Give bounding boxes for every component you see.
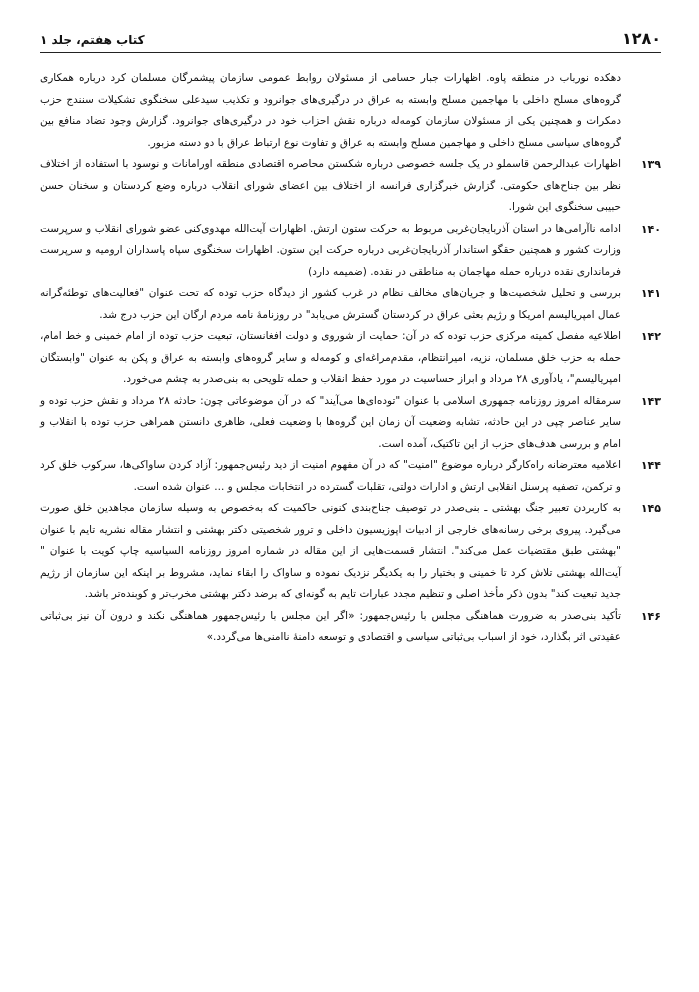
book-title: کتاب هفتم، جلد ۱ (40, 33, 145, 47)
entry-140 (40, 219, 661, 284)
entry-number: ۱۴۲ (640, 330, 661, 343)
entry-number: ۱۴۴ (640, 459, 661, 472)
entry-142 (40, 326, 661, 391)
entry-number: ۱۴۰ (640, 222, 661, 236)
entry-text: اظهارات عبدالرحمن قاسملو در یک جلسه خصوصی درباره شکستن محاصره اقتصادی منطقه اورامانات و نوسود با استفاده از اختلاف نظر بین جناح‌های حکومتی. گزارش خبرگزاری فرانسه از اختلاف بین اعضای شورای انقلاب درباره وضع کردستان و سخنان حسن حبیبی سخنگوی این شورا. (40, 158, 621, 213)
page-number: ۱۲۸۰ (621, 29, 661, 48)
entry-143 (40, 391, 661, 456)
intro-paragraph: دهکده نورباب در منطقه پاوه. اظهارات جبار حسامی از مسئولان روابط عمومی سازمان پیشمرگان مسلمان کرد درباره همکاری گروه‌های مسلح داخلی با مهاجمین مسلح وابسته به عراق در درگیری‌های جوانرود و تکذیب سیدعلی سخنگوی تشکیلات سنندج حزب دمکرات و همچنین یکی از مسئولان سازمان کومه‌له درباره نقش احزاب خود در درگیری‌های جوانرود. گزارش وجود تضاد منافع بین گروه‌های سیاسی مسلح داخلی و مهاجمین مسلح وابسته به عراق و تفاوت نوع ارتباط عراق با دو دسته مزبور. (40, 72, 621, 149)
entry-145 (40, 498, 661, 606)
page-content (40, 68, 661, 649)
page-header (40, 22, 661, 53)
entry-number: ۱۴۳ (640, 394, 661, 408)
entry-text: اعلامیه معترضانه راه‌کارگر درباره موضوع "امنیت" که در آن مفهوم امنیت از دید رئیس‌جمهور: آزاد کردن ساواکی‌ها، سرکوب خلق کرد و ترکمن، تصفیه پرسنل انقلابی ارتش و ادارات دولتی، تقلبات گسترده در انتخابات مجلس و ... عنوان شده است. (40, 459, 621, 493)
entry-number: ۱۴۶ (640, 609, 661, 623)
entry-number: ۱۳۹ (640, 158, 661, 171)
entry-146 (40, 606, 661, 649)
entry-141 (40, 283, 661, 326)
entry-text: به کاربردن تعبیر جنگ بهشتی ـ بنی‌صدر در توصیف جناح‌بندی کنونی حاکمیت که به‌خصوص به وسیله سازمان مجاهدین خلق صورت می‌گیرد. پیروی برخی رسانه‌های خارجی از ادبیات اپوزیسیون داخلی و ترور شخصیتی دکتر بهشتی و انتشار مقاله نشریه تایم با عنوان "بهشتی طبق مقتضیات عمل می‌کند". انتشار قسمت‌هایی از این مقاله در شماره امروز روزنامه السیاسیه چاپ کویت با عنوان " آیت‌الله بهشتی تلاش کرد تا خمینی و بختیار را به یکدیگر نزدیک نموده و ساواک را ابقاء نماید، مشروط بر اینکه این سازمان از رژیم جدید تبعیت کند" بدون ذکر مأخذ اصلی و تنظیم مجدد عبارات تایم به گونه‌ای که برضد دکتر بهشتی مخرب‌تر و کوبنده‌تر باشد. (40, 502, 621, 600)
entry-text: سرمقاله امروز روزنامه جمهوری اسلامی با عنوان "توده‌ای‌ها می‌آیند" که در آن موضوعاتی چون: حادثه ۲۸ مرداد و نقش حزب توده و سایر عناصر چپی در این حادثه، تشابه وضعیت آن زمان این گروه‌ها با وضعیت فعلی، ظاهری دانستن همراهی حزب توده با انقلاب و امام و بررسی هدف‌های حزب از این تاکتیک، آمده است. (40, 394, 621, 450)
entry-144 (40, 455, 661, 498)
entry-139 (40, 154, 661, 219)
entry-number: ۱۴۵ (640, 502, 661, 515)
entry-text: اطلاعیه مفصل کمیته مرکزی حزب توده که در آن: حمایت از شوروی و دولت افغانستان، تبعیت حزب توده از امام خمینی و خط امام، حمله به حزب خلق مسلمان، نزیه، امیرانتظام، مقدم‌مراغه‌ای و کومه‌له و سایر گروه‌های وابسته به عراق و پکن به عنوان "وابستگان امپریالیسم"، یادآوری ۲۸ مرداد و ابراز حساسیت در مورد حفظ انقلاب و حمله تلویحی به بنی‌صدر به چشم می‌خورد. (40, 330, 621, 385)
entry-text: ادامه ناآرامی‌ها در استان آذربایجان‌غربی مربوط به حرکت ستون ارتش. اظهارات آیت‌الله مهدوی‌کنی عضو شورای انقلاب و سرپرست وزارت کشور و همچنین حقگو استاندار آذربایجان‌غربی درباره حرکت این ستون. اظهارات سخنگوی سپاه پاسداران ارومیه و سرپرست فرمانداری نقده درباره حمله مهاجمان به مناطقی در نقده. (ضمیمه دارد) (40, 222, 621, 278)
entry-text: بررسی و تحلیل شخصیت‌ها و جریان‌های مخالف نظام در غرب کشور از دیدگاه حزب توده که تحت عنوان "فعالیت‌های توطئه‌گرانه عمال امپریالیسم امریکا و رژیم بعثی عراق در کردستان گسترش می‌یابد" در روزنامهٔ نامه مردم ارگان این حزب درج شد. (40, 287, 621, 321)
entry-number: ۱۴۱ (640, 287, 661, 300)
entry-text: تأکید بنی‌صدر به ضرورت هماهنگی مجلس با رئیس‌جمهور: «اگر این مجلس با رئیس‌جمهور هماهنگی نکند و درون آن نیز بی‌ثباتی عقیدتی اثر بگذارد، خود از اسباب بی‌ثباتی سیاسی و اقتصادی و توسعه دامنهٔ ناامنی‌ها می‌گردد.» (40, 609, 621, 643)
